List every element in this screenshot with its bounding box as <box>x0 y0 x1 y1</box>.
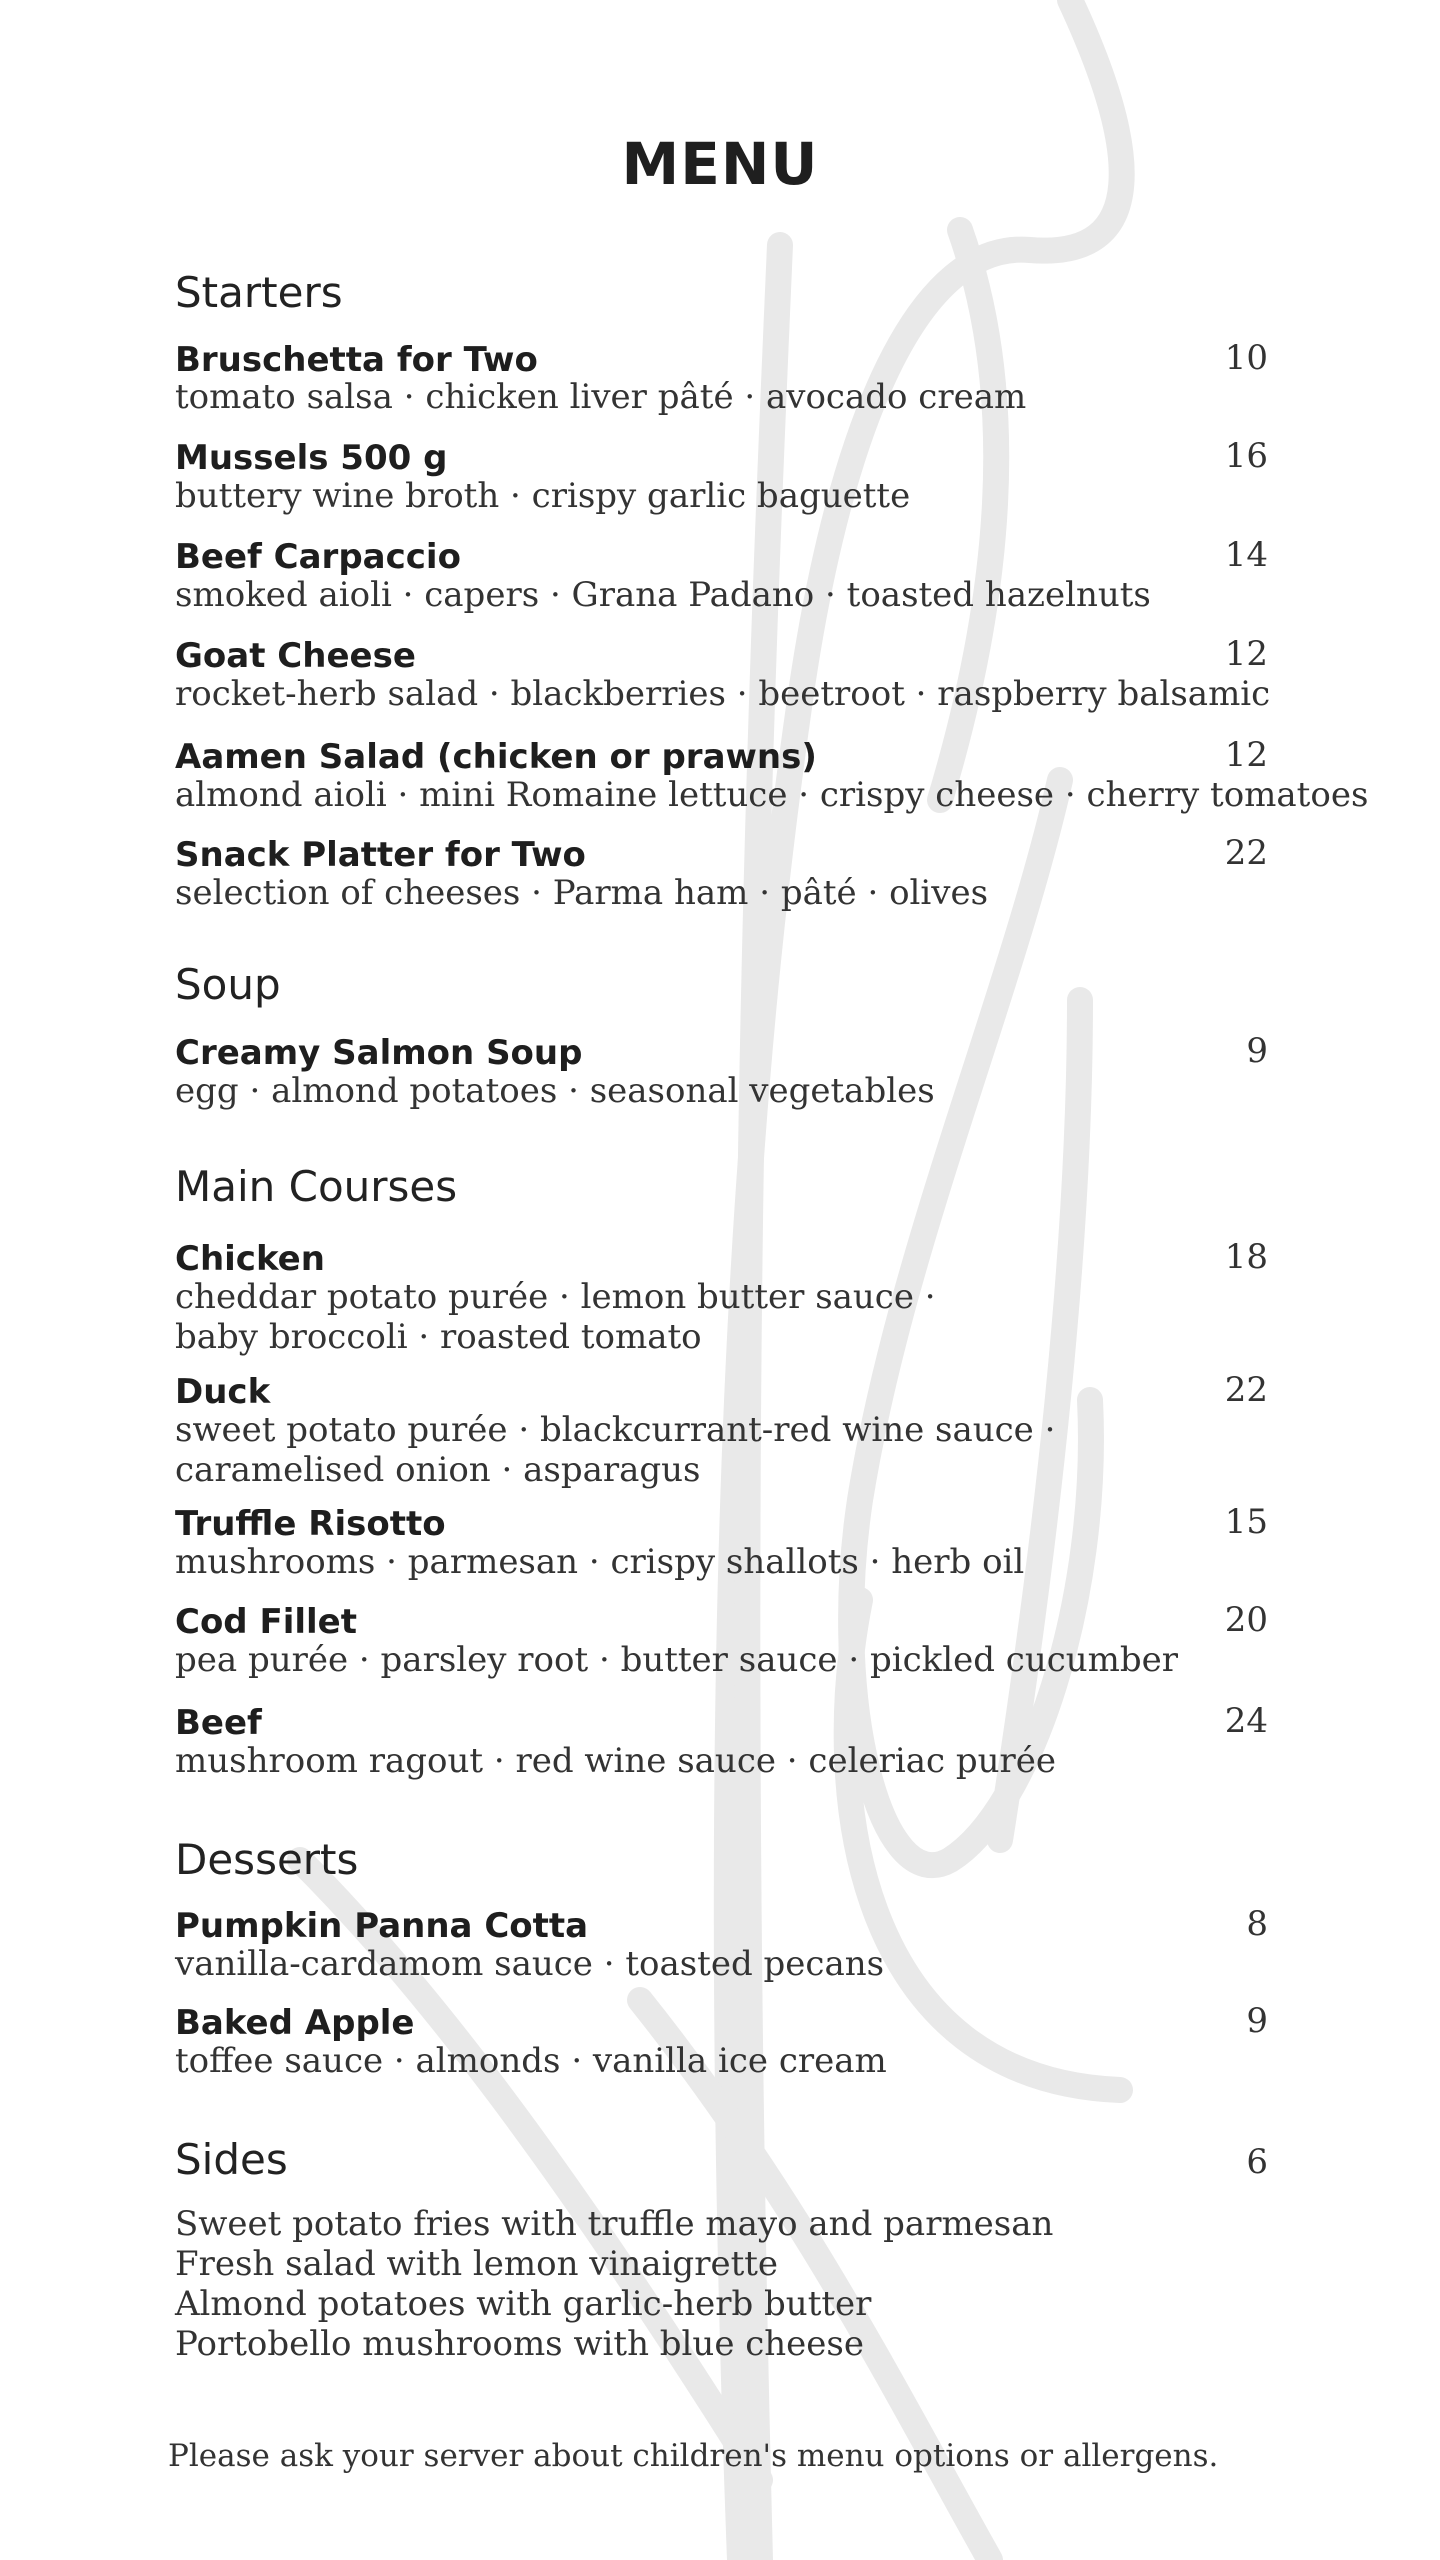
side-dish: Sweet potato fries with truffle mayo and parmesan <box>175 2204 1054 2244</box>
item-price: 24 <box>1224 1701 1268 1741</box>
section-heading-soup: Soup <box>175 960 281 1009</box>
item-name: Baked Apple <box>175 2003 415 2043</box>
sides-price: 6 <box>1246 2142 1268 2182</box>
item-description: rocket-herb salad · blackberries · beetroot · raspberry balsamic <box>175 674 1271 714</box>
side-dish: Almond potatoes with garlic-herb butter <box>175 2284 872 2324</box>
section-heading-main-courses: Main Courses <box>175 1162 458 1211</box>
item-name: Chicken <box>175 1239 325 1279</box>
item-description: tomato salsa · chicken liver pâté · avocado cream <box>175 377 1027 417</box>
item-description: smoked aioli · capers · Grana Padano · toasted hazelnuts <box>175 575 1151 615</box>
item-name: Beef <box>175 1703 262 1743</box>
item-description: baby broccoli · roasted tomato <box>175 1317 702 1357</box>
item-name: Duck <box>175 1372 271 1412</box>
item-price: 9 <box>1246 1031 1268 1071</box>
item-price: 10 <box>1224 338 1268 378</box>
item-name: Beef Carpaccio <box>175 537 461 577</box>
item-name: Mussels 500 g <box>175 438 448 478</box>
item-description: vanilla-cardamom sauce · toasted pecans <box>175 1944 885 1984</box>
section-heading-sides: Sides <box>175 2135 288 2184</box>
side-dish: Portobello mushrooms with blue cheese <box>175 2324 864 2364</box>
item-price: 8 <box>1246 1904 1268 1944</box>
item-name: Aamen Salad (chicken or prawns) <box>175 737 817 777</box>
item-name: Goat Cheese <box>175 636 416 676</box>
item-description: mushroom ragout · red wine sauce · celeriac purée <box>175 1741 1056 1781</box>
item-name: Creamy Salmon Soup <box>175 1033 583 1073</box>
item-name: Pumpkin Panna Cotta <box>175 1906 589 1946</box>
item-price: 16 <box>1224 436 1268 476</box>
item-description: caramelised onion · asparagus <box>175 1450 701 1490</box>
item-price: 20 <box>1224 1600 1268 1640</box>
item-price: 18 <box>1224 1237 1268 1277</box>
item-price: 12 <box>1224 634 1268 674</box>
footer-note: Please ask your server about children's menu options or allergens. <box>168 2438 1219 2474</box>
item-description: mushrooms · parmesan · crispy shallots · herb oil <box>175 1542 1025 1582</box>
item-name: Cod Fillet <box>175 1602 357 1642</box>
item-price: 12 <box>1224 735 1268 775</box>
item-description: pea purée · parsley root · butter sauce · pickled cucumber <box>175 1640 1179 1680</box>
item-name: Snack Platter for Two <box>175 835 586 875</box>
item-description: egg · almond potatoes · seasonal vegetables <box>175 1071 935 1111</box>
item-price: 14 <box>1224 535 1268 575</box>
item-price: 15 <box>1224 1502 1268 1542</box>
item-price: 9 <box>1246 2001 1268 2041</box>
item-name: Bruschetta for Two <box>175 340 538 380</box>
item-description: sweet potato purée · blackcurrant-red wine sauce · <box>175 1410 1056 1450</box>
item-price: 22 <box>1224 833 1268 873</box>
item-description: cheddar potato purée · lemon butter sauce · <box>175 1277 936 1317</box>
section-heading-desserts: Desserts <box>175 1835 359 1884</box>
item-description: buttery wine broth · crispy garlic baguette <box>175 476 911 516</box>
menu-title: MENU <box>621 130 819 198</box>
side-dish: Fresh salad with lemon vinaigrette <box>175 2244 779 2284</box>
item-description: selection of cheeses · Parma ham · pâté · olives <box>175 873 989 913</box>
section-heading-starters: Starters <box>175 268 343 317</box>
item-price: 22 <box>1224 1370 1268 1410</box>
item-description: toffee sauce · almonds · vanilla ice cream <box>175 2041 887 2081</box>
item-description: almond aioli · mini Romaine lettuce · crispy cheese · cherry tomatoes <box>175 775 1369 815</box>
item-name: Truffle Risotto <box>175 1504 446 1544</box>
